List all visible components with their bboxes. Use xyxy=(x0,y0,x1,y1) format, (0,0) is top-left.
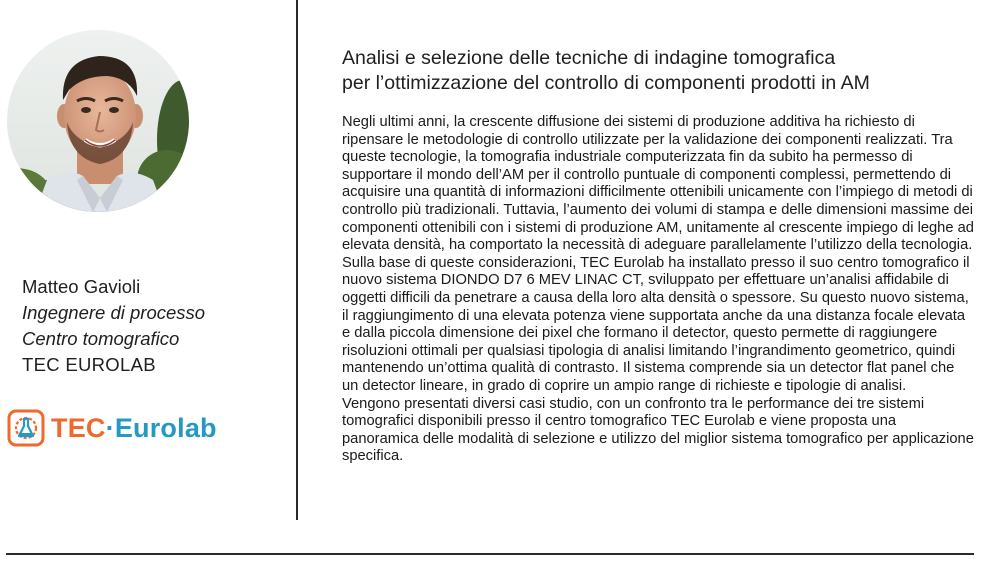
author-photo xyxy=(7,30,189,212)
author-role: Ingegnere di processo xyxy=(22,302,206,323)
author-column xyxy=(0,0,296,520)
logo-separator: · xyxy=(105,413,115,443)
bottom-divider xyxy=(6,553,974,555)
abstract-paragraph: Sulla base di queste considerazioni, TEC Eurolab ha installato presso il suo centro tomografico il nuovo sistema DIONDO D7 6 MEV LINAC CT, sviluppato per effettuare un’analisi affidabile di oggetti difficili da penetrare a causa della loro alta densità o spessore. Su questo nuovo sistema, il raggiungimento di una elevata potenza viene supportata anche da una distanza focale elevata e dalla piccola dimensione dei pixel che formano il detector, questo permette di raggiungere risoluzioni ottimali per qualsiasi tipologia di analisi limitando l’ingrandimento geometrico, quindi mantenendo un’ottima qualità di contrasto. Il sistema comprende sia un detector flat panel che un detector lineare, in grado di coprire un ampio range di richieste e tipologie di analisi. xyxy=(342,254,970,394)
author-name: Matteo Gavioli xyxy=(22,276,141,297)
paper-title xyxy=(342,46,974,96)
abstract-body xyxy=(342,114,974,466)
logo-eurolab: Eurolab xyxy=(114,413,217,443)
logo-wordmark xyxy=(51,413,217,443)
author-department: Centro tomografico xyxy=(22,328,180,349)
logo-tec: TEC xyxy=(51,413,106,443)
abstract-paragraph: Vengono presentati diversi casi studio, con un confronto tra le performance dei tre sistemi tomografici disponibili presso il centro tomografico TEC Eurolab e viene proposta una panoramica delle modalità di selezione e utilizzo del miglior sistema tomografico per applicazione specifica. xyxy=(342,395,974,465)
abstract-column xyxy=(342,46,974,466)
author-info xyxy=(22,274,205,378)
title-line-1: Analisi e selezione delle tecniche di indagine tomografica xyxy=(342,47,836,69)
abstract-paragraph: Negli ultimi anni, la crescente diffusione dei sistemi di produzione additiva ha richiesto di ripensare le metodologie di controllo utilizzate per la validazione dei componenti realizzati. Tra queste tecnologie, la tomografia industriale computerizzata fin da subito ha permesso di supportare il mondo dell’AM per il controllo puntuale di componenti complessi, permettendo di acquisire una quantità di informazioni difficilmente ottenibili unicamente con l’impiego di metodi di controllo più tradizionali. Tuttavia, l’aumento dei volumi di stampa e delle dimensioni massime dei componenti ottenibili con i sistemi di produzione AM, unitamente al crescente impiego di leghe ad elevata densità, ha comportato la necessità di adeguare parallelamente l’utilizzo della tecnologia. xyxy=(342,114,974,254)
title-line-2: per l’ottimizzazione del controllo di componenti prodotti in AM xyxy=(342,72,870,94)
vertical-divider xyxy=(296,0,298,520)
company-logo xyxy=(7,408,217,448)
flask-gear-icon xyxy=(7,409,45,447)
author-company: TEC EUROLAB xyxy=(22,354,156,375)
